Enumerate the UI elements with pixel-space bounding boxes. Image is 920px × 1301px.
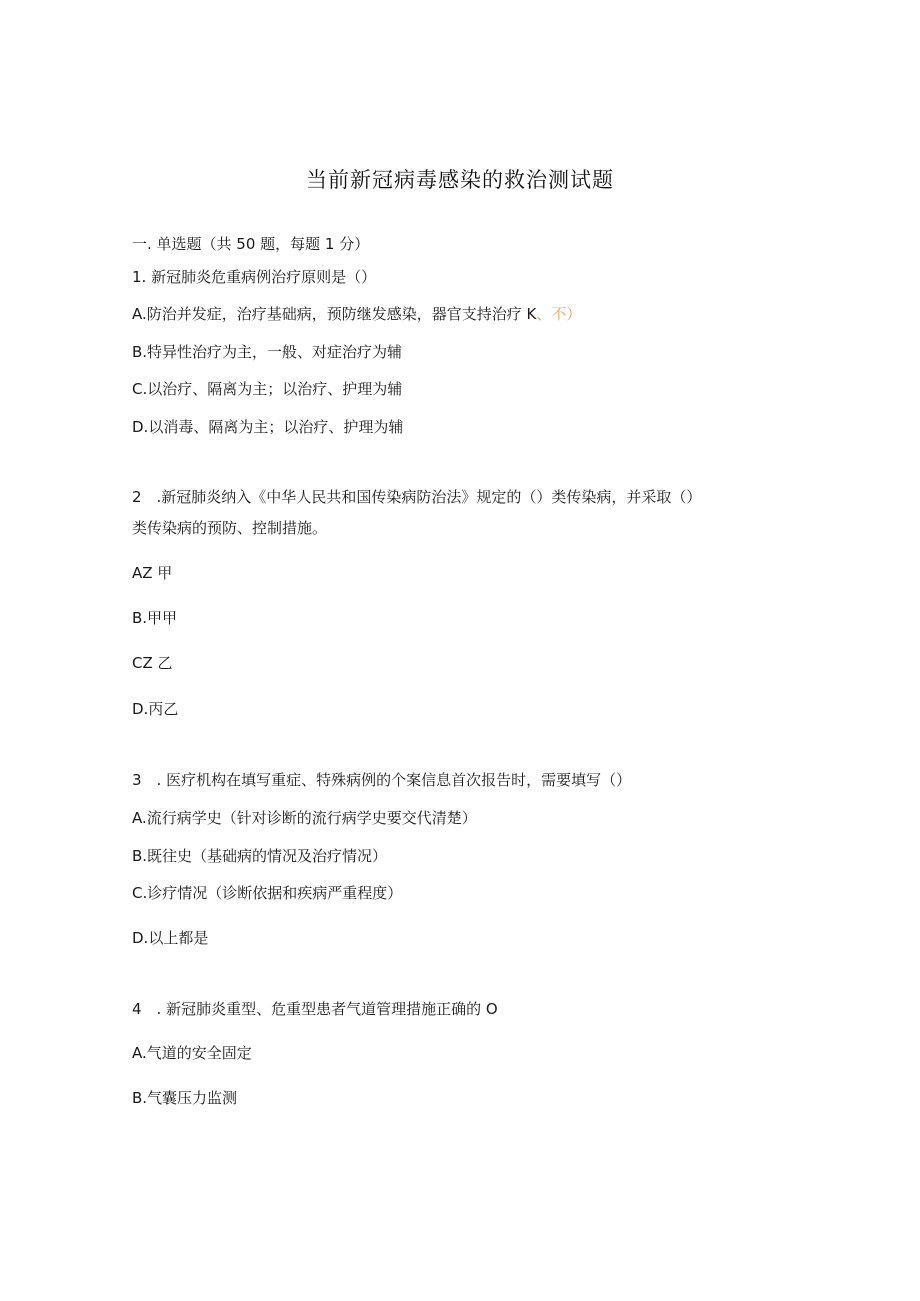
question-1-option-c: C.以治疗、隔离为主；以治疗、护理为辅: [132, 380, 403, 398]
question-3-option-c: C.诊疗情况（诊断依据和疾病严重程度）: [132, 884, 403, 902]
document-title: 当前新冠病毒感染的救治测试题: [306, 168, 614, 192]
question-1-option-a: [132, 304, 581, 324]
question-2-stem-line-1: 2 .新冠肺炎纳入《中华人民共和国传染病防治法》规定的（）类传染病，并采取（）: [132, 488, 702, 506]
question-3-option-a: A.流行病学史（针对诊断的流行病学史要交代清楚）: [132, 809, 477, 827]
question-2-option-b: B.甲甲: [132, 609, 178, 627]
question-2-option-d: D.丙乙: [132, 700, 179, 718]
question-1-stem: 1. 新冠肺炎危重病例治疗原则是（）: [132, 268, 377, 286]
question-2-stem-line-2: 类传染病的预防、控制措施。: [132, 519, 328, 537]
question-4-option-a: A.气道的安全固定: [132, 1044, 252, 1062]
question-4-option-b: B.气囊压力监测: [132, 1089, 238, 1107]
section-header: 一. 单选题（共 50 题，每题 1 分）: [132, 235, 370, 253]
question-2-option-c: CZ 乙: [132, 654, 173, 672]
question-3-stem: 3 . 医疗机构在填写重症、特殊病例的个案信息首次报告时，需要填写（）: [132, 771, 632, 789]
question-1-option-d: D.以消毒、隔离为主；以治疗、护理为辅: [132, 418, 404, 436]
question-1-option-b: B.特异性治疗为主，一般、对症治疗为辅: [132, 343, 403, 361]
question-2-option-a: AZ 甲: [132, 564, 173, 582]
question-4-stem: 4 . 新冠肺炎重型、危重型患者气道管理措施正确的 O: [132, 1000, 498, 1018]
question-3-option-b: B.既往史（基础病的情况及治疗情况）: [132, 847, 388, 865]
question-1-option-a-annotation: 、不）: [536, 305, 582, 323]
question-1-option-a-text: A.防治并发症，治疗基础病，预防继发感染，器官支持治疗 K: [132, 305, 537, 323]
question-3-option-d: D.以上都是: [132, 929, 209, 947]
